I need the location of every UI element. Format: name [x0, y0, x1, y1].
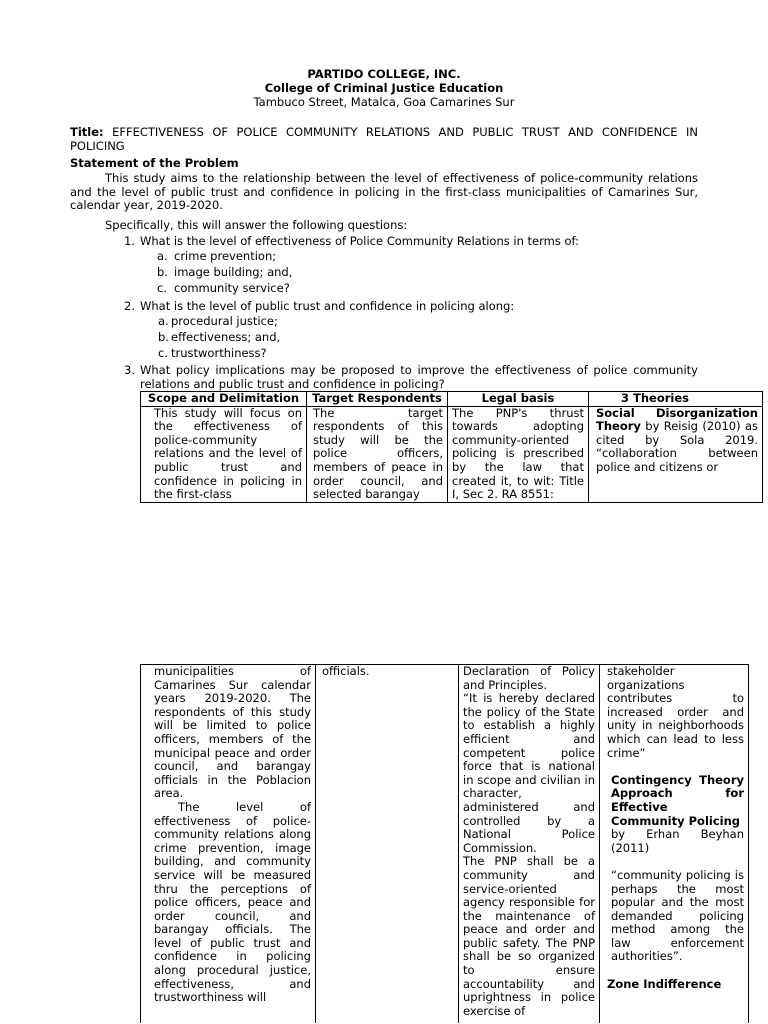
question-text: What is the level of effectiveness of Police Community Relations in terms of:: [140, 234, 580, 248]
theory-cite: by Reisig (2010) as cited by Sola 2019.: [596, 419, 758, 447]
sub-text: trustworthiness?: [171, 345, 267, 360]
question-number: 2.: [124, 298, 135, 313]
question-item: [124, 363, 698, 391]
theory2-title: Contingency Theory Approach for Effective Community Policing: [611, 772, 744, 828]
sop-intro: This study aims to the relationship between the level of effectiveness of police-community relations and the level of public trust and confidence in policing in the first-class municipalities of Camarines Sur, calendar year, 2019-2020.: [70, 171, 698, 213]
sub-marker: a.: [157, 249, 168, 264]
framework-table-bottom: [140, 664, 749, 1023]
title-text: EFFECTIVENESS OF POLICE COMMUNITY RELATIONS AND PUBLIC TRUST AND CONFIDENCE IN POLICING: [70, 125, 698, 153]
sub-item: [158, 315, 698, 331]
legal-cell-cont: [459, 665, 600, 1024]
sub-text: procedural justice;: [171, 313, 278, 328]
legal-text-3: The PNP shall be a community and service-oriented agency responsible for the maintenance of peace and order and public safety. The PNP shall be so organized to ensure accountability and uprightness in police exercise of: [463, 854, 595, 1018]
header-theories: 3 Theories: [589, 392, 763, 407]
theory2-cite: by Erhan Beyhan (2011): [611, 827, 744, 855]
theory-cell: [589, 406, 763, 502]
theory-quote: “collaboration between police and citizens or: [596, 446, 758, 474]
sub-item: [158, 331, 698, 347]
scope-text-1: municipalities of Camarines Sur calendar years 2019-2020. The respondents of this study will be limited to police officers, members of the municipal peace and order council, and barangay officials in the Poblacion area.: [154, 664, 311, 801]
sub-text: crime prevention;: [174, 249, 277, 264]
question-number: 3.: [124, 363, 135, 378]
question-item: [124, 298, 698, 314]
sub-marker: b.: [158, 329, 169, 344]
sub-item: [158, 347, 698, 363]
sub-text: community service?: [174, 280, 290, 295]
header-scope: Scope and Delimitation: [141, 392, 307, 407]
sop-heading: Statement of the Problem: [70, 156, 239, 170]
sub-item: [157, 282, 698, 298]
sub-marker: c.: [158, 345, 168, 360]
header-legal: Legal basis: [448, 392, 589, 407]
sub-text: effectiveness; and,: [171, 329, 281, 344]
theory-title: Social Disorganization Theory: [596, 406, 758, 434]
question-text: What is the level of public trust and confidence in policing along:: [140, 298, 515, 313]
title-label: Title:: [70, 125, 104, 139]
theory-cell-cont: [600, 665, 749, 1024]
respondents-cell-cont: officials.: [316, 665, 459, 1024]
school-address: Tambuco Street, Matalca, Goa Camarines Sur: [253, 95, 515, 109]
specifically-line: Specifically, this will answer the following questions:: [105, 218, 408, 232]
sub-item: [157, 266, 698, 282]
thesis-title: [70, 126, 698, 153]
legal-text-2: “It is hereby declared the policy of the State to establish a highly efficient and competent police force that is national in scope and civilian in character, administered and controlled by a National Police Commission.: [463, 691, 595, 855]
scope-cell: This study will focus on the effectiveness of police-community relations and the level of public trust and confidence in policing in the first-class: [141, 406, 307, 502]
theory-cont-text: stakeholder organizations contributes to increased order and unity in neighborhoods which can lead to less crime”: [607, 664, 744, 760]
college-name: College of Criminal Justice Education: [264, 81, 504, 95]
sub-marker: a.: [158, 313, 169, 328]
theory2-quote: “community policing is perhaps the most popular and the most demanded policing method among the law enforcement authorities”.: [611, 867, 744, 964]
school-name: PARTIDO COLLEGE, INC.: [307, 67, 461, 81]
question-text: What policy implications may be proposed to improve the effectiveness of police community relations and public trust and confidence in policing?: [140, 363, 698, 391]
sub-text: image building; and,: [174, 265, 293, 280]
sub-marker: c.: [157, 280, 167, 295]
framework-table-top: [140, 391, 763, 503]
scope-text-2: The level of effectiveness of police-community relations along crime prevention, image building, and community service will be measured thru the perceptions of police officers, peace and order council, and barangay officials. The level of public trust and confidence in policing along procedural justice, effectiveness, and trustworthiness will: [154, 799, 311, 1005]
scope-cell-cont: [141, 665, 316, 1024]
respondents-cell: The target respondents of this study will be the police officers, members of peace in order council, and selected barangay: [307, 406, 448, 502]
question-item: [124, 234, 698, 249]
sub-item: [157, 250, 698, 266]
question-number: 1.: [124, 234, 135, 248]
theory3-title: Zone Indifference: [607, 976, 722, 991]
questions-list: [124, 234, 698, 392]
legal-text-1: Declaration of Policy and Principles.: [463, 664, 595, 692]
legal-cell: The PNP's thrust towards adopting community-oriented policing is prescribed by the law that created it, to wit: Title I, Sec 2. RA 8551:: [448, 406, 589, 502]
header-respondents: Target Respondents: [307, 392, 448, 407]
sub-marker: b.: [157, 265, 168, 280]
